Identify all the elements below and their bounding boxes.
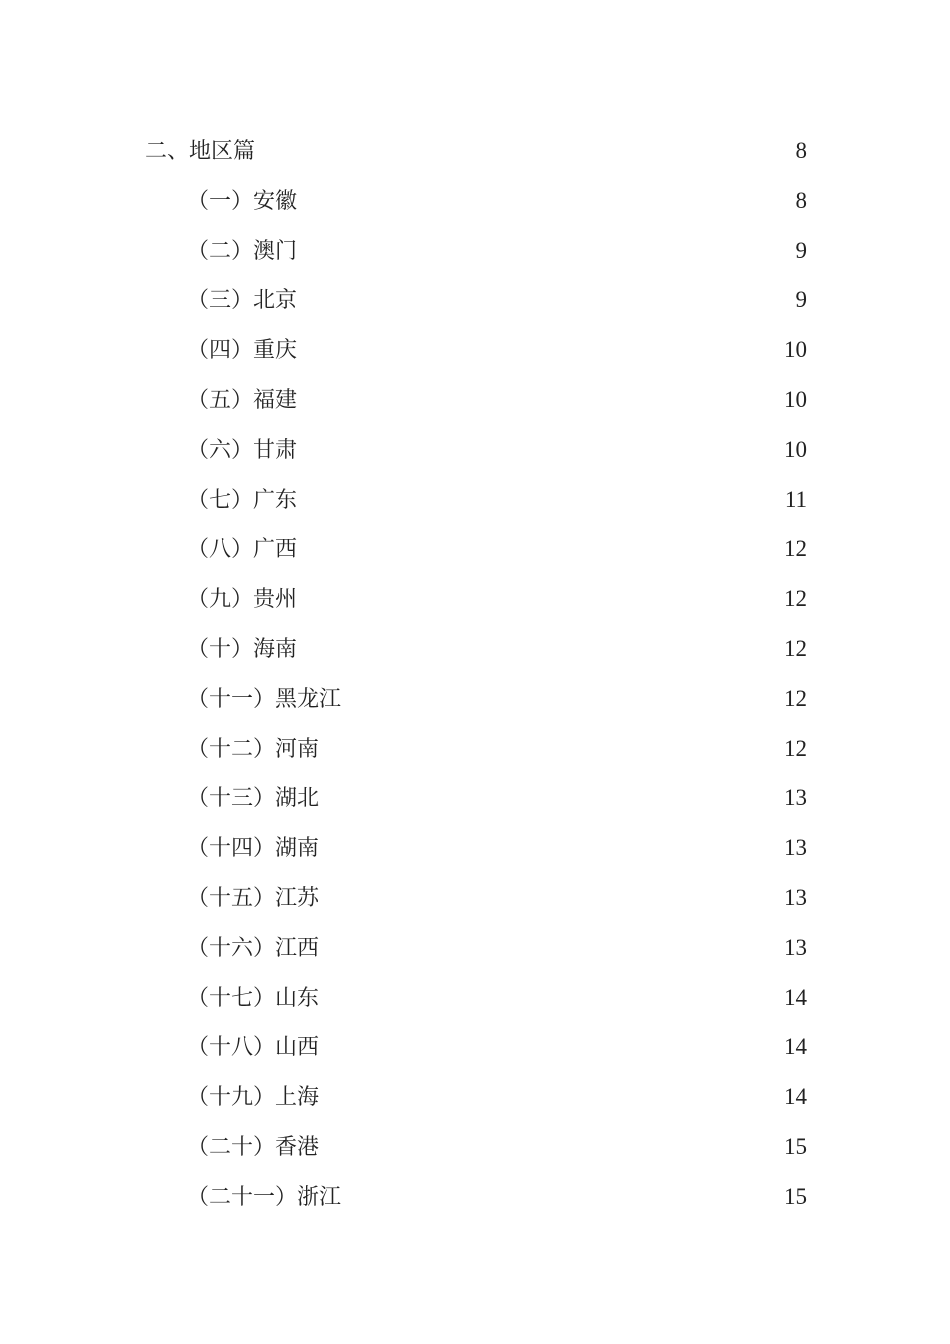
toc-entry[interactable] [145, 475, 807, 525]
toc-entry-page: 13 [784, 785, 807, 811]
toc-entry[interactable] [145, 674, 807, 724]
toc-entry-page: 15 [784, 1133, 807, 1159]
toc-entry[interactable] [145, 923, 807, 973]
toc-entry-page: 14 [784, 1034, 807, 1060]
toc-entry[interactable] [145, 1072, 807, 1122]
toc-entry-title: （十）海南 [187, 636, 298, 662]
toc-entry-title: （六）甘肃 [187, 437, 298, 463]
toc-entry-page: 15 [784, 1183, 807, 1209]
toc-entry-title: （四）重庆 [187, 338, 298, 364]
toc-entry-page: 10 [784, 337, 807, 363]
toc-entry[interactable] [145, 724, 807, 774]
toc-section-entry[interactable] [145, 126, 807, 176]
toc-entry-page: 13 [784, 835, 807, 861]
toc-entry-page: 11 [784, 486, 807, 512]
toc-entry-title: （十八）山西 [187, 1035, 320, 1061]
toc-section-page: 8 [795, 138, 807, 163]
toc-entry-title: （二十一）浙江 [187, 1184, 342, 1210]
toc-section-title: 二、地区篇 [145, 139, 256, 164]
toc-entry-page: 14 [784, 1084, 807, 1110]
toc-entry-title: （二十）香港 [187, 1134, 320, 1160]
toc-entry-page: 10 [784, 386, 807, 412]
toc-entry[interactable] [145, 1022, 807, 1072]
toc-entry-title: （十九）上海 [187, 1085, 320, 1111]
toc-entry[interactable] [145, 176, 807, 226]
toc-entry-page: 12 [784, 536, 807, 562]
toc-entry-title: （五）福建 [187, 387, 298, 413]
toc-entry-page: 13 [784, 934, 807, 960]
toc-entry-title: （三）北京 [187, 288, 298, 314]
toc-entry-page: 10 [784, 436, 807, 462]
toc-entry-title: （十五）江苏 [187, 885, 320, 911]
toc-entry[interactable] [145, 1122, 807, 1172]
toc-entry[interactable] [145, 226, 807, 276]
toc-entry-page: 14 [784, 984, 807, 1010]
toc-entry-page: 12 [784, 586, 807, 612]
toc-entry-title: （十四）湖南 [187, 836, 320, 862]
toc-entry[interactable] [145, 275, 807, 325]
toc-entry-page: 12 [784, 735, 807, 761]
toc-entry-title: （七）广东 [187, 487, 298, 513]
toc-entry-title: （八）广西 [187, 537, 298, 563]
toc-entry[interactable] [145, 624, 807, 674]
toc-entry-title: （十二）河南 [187, 736, 320, 762]
toc-entry-page: 9 [795, 287, 807, 313]
toc-entry[interactable] [145, 375, 807, 425]
toc-entry-title: （九）贵州 [187, 587, 298, 613]
toc-entry[interactable] [145, 773, 807, 823]
toc-entry-title: （十一）黑龙江 [187, 686, 342, 712]
table-of-contents [145, 126, 807, 1222]
toc-entry[interactable] [145, 325, 807, 375]
toc-entry-title: （十六）江西 [187, 935, 320, 961]
toc-entry[interactable] [145, 1172, 807, 1222]
toc-entry[interactable] [145, 873, 807, 923]
toc-entry[interactable] [145, 524, 807, 574]
toc-entry-page: 9 [795, 237, 807, 263]
toc-entry-page: 12 [784, 635, 807, 661]
toc-entry[interactable] [145, 425, 807, 475]
toc-entry[interactable] [145, 574, 807, 624]
toc-entry-title: （二）澳门 [187, 238, 298, 264]
toc-entry-title: （十三）湖北 [187, 786, 320, 812]
toc-entry[interactable] [145, 823, 807, 873]
toc-entry-page: 13 [784, 884, 807, 910]
toc-entry-title: （十七）山东 [187, 985, 320, 1011]
toc-entry-title: （一）安徽 [187, 188, 298, 214]
toc-entry-page: 12 [784, 685, 807, 711]
toc-entry[interactable] [145, 973, 807, 1023]
toc-entry-page: 8 [795, 187, 807, 213]
